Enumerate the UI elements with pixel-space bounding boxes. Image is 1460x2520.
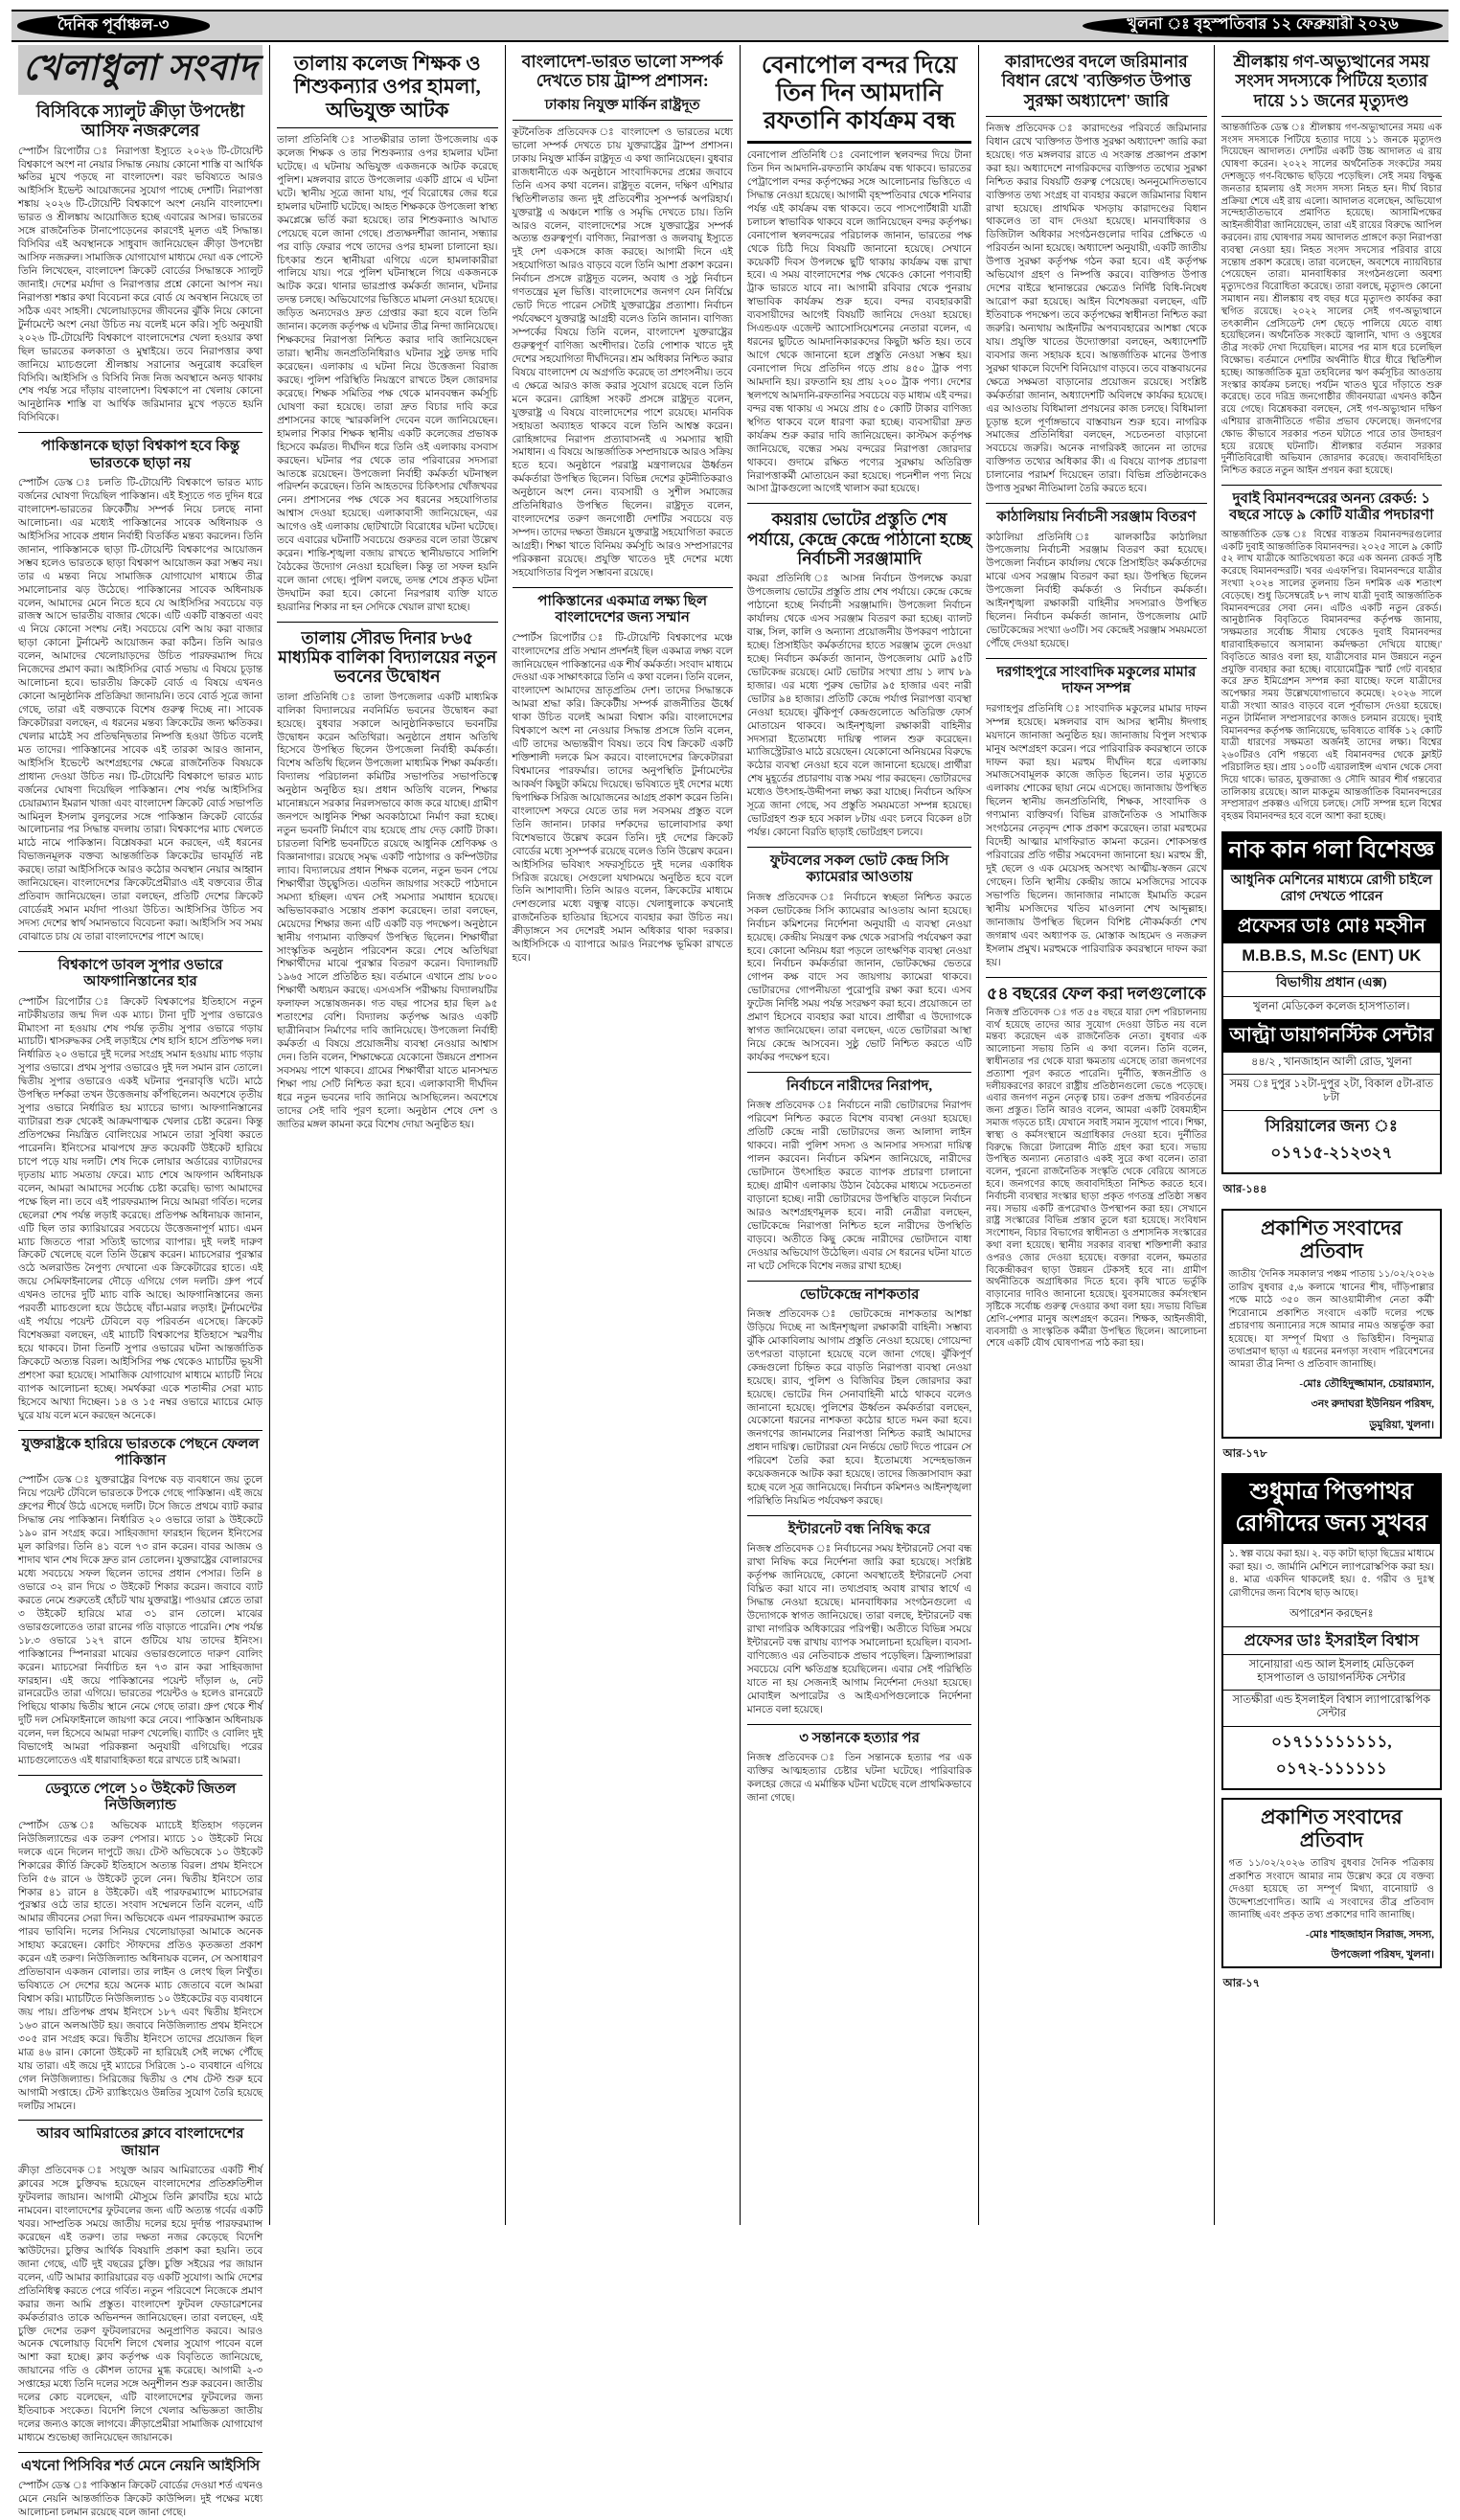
- headline-data-protection-ordinance: কারাদণ্ডের বদলে জরিমানার বিধান রেখে 'ব্যক্তিগত উপাত্ত সুরক্ষা অধ্যাদেশ' জারি: [1001, 52, 1192, 110]
- ad-gallstone-clinic-line2: সাতক্ষীরা এন্ড ইসলাইল বিশ্বাস ল্যাপারোস্কপিক সেন্টার: [1223, 1691, 1440, 1726]
- headline-icc-pcb-terms: এখনো পিসিবির শর্ত মেনে নেয়নি আইসিসি: [18, 2452, 262, 2475]
- column-5: [978, 45, 1213, 2225]
- ad-ent-address: ৪৪/২ , খানজাহান আলী রোড, খুলনা: [1223, 1053, 1440, 1076]
- headline-koyra-election-prep: কয়রায় ভোটের প্রস্তুতি শেষ পর্যায়ে, কেন্দ্রে কেন্দ্রে পাঠানো হচ্ছে নির্বাচনী সরঞ্জামাদি: [747, 503, 971, 568]
- headline-internet-shutdown-banned: ইন্টারনেট বন্ধ নিষিদ্ধ করে: [747, 1515, 971, 1538]
- headline-54-years-failed-parties: ৫৪ বছরের ফেল করা দলগুলোকে: [986, 977, 1206, 1003]
- article-body-srilanka-mp-killing-verdict: আন্তর্জাতিক ডেস্ক ঃ শ্রীলঙ্কায় গণ-অভ্যুত্থানের সময় এক সংসদ সদস্যকে পিটিয়ে হত্যার দায়ে ১১ জনকে মৃত্যুদণ্ড দিয়েছেন আদালত। দেশটির একটি উচ্চ আদালত এ রায় ঘোষণা করেন। ২০২২ সালের অর্থনৈতিক সংকটের সময় দেশজুড়ে গণ-বিক্ষোভ ছড়িয়ে পড়েছিল। সেই সময় বিক্ষুব্ধ জনতার হামলায় ওই সংসদ সদস্য নিহত হন। দীর্ঘ বিচার প্রক্রিয়া শেষে এই রায় এলো। আদালত বলেছেন, অভিযোগ সন্দেহাতীতভাবে প্রমাণিত হয়েছে। আসামিপক্ষের আইনজীবীরা জানিয়েছেন, তারা এই রায়ের বিরুদ্ধে আপিল করবেন। রায় ঘোষণার সময় আদালত প্রাঙ্গণে কড়া নিরাপত্তা ব্যবস্থা নেওয়া হয়। নিহত সংসদ সদস্যের পরিবার রায়ে সন্তোষ প্রকাশ করেছে। তারা বলেছেন, অবশেষে ন্যায়বিচার পেয়েছেন তারা। মানবাধিকার সংগঠনগুলো অবশ্য মৃত্যুদণ্ডের বিরোধিতা করেছে। তারা বলছে, মৃত্যুদণ্ড কোনো সমাধান নয়। শ্রীলঙ্কায় বহু বছর ধরে মৃত্যুদণ্ড কার্যকর করা স্থগিত রয়েছে। ২০২২ সালের সেই গণ-অভ্যুত্থানে তৎকালীন প্রেসিডেন্ট দেশ ছেড়ে পালিয়ে যেতে বাধ্য হয়েছিলেন। অর্থনৈতিক সংকটে জ্বালানি, খাদ্য ও ওষুধের তীব্র সংকট দেখা দিয়েছিল। মাসের পর মাস ধরে চলেছিল বিক্ষোভ। বর্তমানে দেশটির অর্থনীতি ধীরে ধীরে স্থিতিশীল হচ্ছে। আন্তর্জাতিক মুদ্রা তহবিলের ঋণ কর্মসূচির আওতায় সংস্কার কার্যক্রম চলছে। পর্যটন খাতও ঘুরে দাঁড়াতে শুরু করেছে। তবে দরিদ্র জনগোষ্ঠীর জীবনযাত্রা এখনও কঠিন রয়ে গেছে। বিশ্লেষকরা বলছেন, সেই গণ-অভ্যুত্থান দক্ষিণ এশিয়ার রাজনীতিতে গভীর প্রভাব ফেলেছে। জনগণের ক্ষোভ কীভাবে সরকার পতন ঘটাতে পারে তার উদাহরণ হয়ে রয়েছে ঘটনাটি। শ্রীলঙ্কার বর্তমান সরকার দুর্নীতিবিরোধী অভিযান জোরদার করেছে। জবাবদিহিতা নিশ্চিত করতে নতুন আইন প্রণয়ন করা হয়েছে।: [1220, 122, 1443, 477]
- headline-dargahpur-burial: দরগাহপুরে সাংবাদিক মকুলের মামার দাফন সম্পন্ন: [986, 658, 1206, 698]
- subheadline-us-ambassador: ঢাকায় নিযুক্ত মার্কিন রাষ্ট্রদূত: [544, 97, 700, 113]
- section-banner-sports: খেলাধুলা সংবাদ: [18, 45, 262, 95]
- ad-protest-signer-org-1: ৩নং রুদাঘরা ইউনিয়ন পরিষদ,: [1311, 1398, 1435, 1411]
- headline-benapole-port-closed: বেনাপোল বন্দর দিয়ে তিন দিন আমদানি রফতানি কার্যক্রম বন্ধ: [761, 53, 958, 134]
- ad-gallstone-title-line2: রোগীদের জন্য সুখবর: [1223, 1511, 1440, 1543]
- divider: [513, 120, 733, 121]
- ad-protest-reference-1: আর-১৭৮: [1222, 1447, 1267, 1460]
- article-body-cctv-polling-centres: নিজস্ব প্রতিবেদক ঃ নির্বাচনে স্বচ্ছতা নিশ্চিত করতে সকল ভোটকেন্দ্র সিসি ক্যামেরার আওতায় আনা হয়েছে। নির্বাচন কমিশনের নির্দেশনা অনুযায়ী এ ব্যবস্থা নেওয়া হয়েছে। কেন্দ্রীয় নিয়ন্ত্রণ কক্ষ থেকে সরাসরি পর্যবেক্ষণ করা হবে। কোনো অনিয়ম ধরা পড়লে তাৎক্ষণিক ব্যবস্থা নেওয়া হবে। নির্বাচন কর্মকর্তারা জানান, ভোটকক্ষের ভেতরে গোপন কক্ষ বাদে সব জায়গায় ক্যামেরা থাকবে। ভোটারদের গোপনীয়তা পুরোপুরি রক্ষা করা হবে। এসব ফুটেজ নির্দিষ্ট সময় পর্যন্ত সংরক্ষণ করা হবে। প্রয়োজনে তা প্রমাণ হিসেবে ব্যবহার করা যাবে। প্রার্থীরা এ উদ্যোগকে স্বাগত জানিয়েছেন। তারা বলছেন, এতে ভোটাররা আস্থা নিয়ে কেন্দ্রে আসবেন। সুষ্ঠু ভোট নিশ্চিত করতে এটি কার্যকর পদক্ষেপ হবে।: [746, 892, 972, 1064]
- article-body-bcb-salute: স্পোর্টস রিপোর্টার ঃ নিরাপত্তা ইস্যুতে ২০২৬ টি-টোয়েন্টি বিশ্বকাপে অংশ না নেয়ার সিদ্ধান্ত নেয়ায় কোনো শাস্তি বা আর্থিক ক্ষতির মুখে পড়ছে না বাংলাদেশ। বরং ভবিষ্যতে আরও আইসিসি ইভেন্ট আয়োজনের সুযোগ পাচ্ছে দেশটি। নিরাপত্তা শঙ্কায় ২০২৬ টি-টোয়েন্টি বিশ্বকাপে অংশ নেয়নি বাংলাদেশ। ভারত ও শ্রীলঙ্কায় আয়োজিত হচ্ছে এবারের আসর। ভারতের সঙ্গে রাজনৈতিক টানাপোড়েনের কারণেই মূলত এই সিদ্ধান্ত। বিসিবির এই অবস্থানকে সাধুবাদ জানিয়েছেন ক্রীড়া উপদেষ্টা আসিফ নজরুল। সামাজিক যোগাযোগ মাধ্যমে দেয়া এক পোস্টে তিনি লিখেছেন, বাংলাদেশ ক্রিকেট বোর্ডের সিদ্ধান্তকে স্যালুট জানাই। দেশের মর্যাদা ও নিরাপত্তার প্রশ্নে কোনো আপস নয়। নিরাপত্তা শঙ্কার কথা বিবেচনা করে বোর্ড যে অবস্থান নিয়েছে তা সঠিক এবং সাহসী। খেলোয়াড়দের জীবনের ঝুঁকি নিয়ে কোনো টুর্নামেন্টে অংশ নেয়া উচিত নয় বলেই মনে করি। সূচি অনুযায়ী ২০২৬ টি-টোয়েন্টি বিশ্বকাপে বাংলাদেশের খেলা হওয়ার কথা ছিল ভারতের কলকাতা ও মুম্বাইয়ে। তবে নিরাপত্তার কথা জানিয়ে ম্যাচগুলো শ্রীলঙ্কায় সরানোর অনুরোধ করেছিল বিসিবি। আইসিসি ও বিসিবি নিজ নিজ অবস্থানে অনড় থাকায় শেষ পর্যন্ত সরে দাঁড়ায় বাংলাদেশ। বিশ্বকাপে না খেলায় কোনো আনুষ্ঠানিক শাস্তি বা আর্থিক জরিমানার মুখে পড়তে হয়নি বিসিবিকে।: [18, 146, 263, 424]
- ad-protest-body-1: জাতীয় 'দৈনিক সমকাল'র পঞ্চম পাতায় ১১/০২/২০২৬ তারিখ বুধবার ৫,৬ কলামে 'ধানের শীষ, দাঁড়িপাল্লার পক্ষে মাঠে ৩৫০ জন আওয়ামীলীগ নেতা কর্মী' শিরোনামে প্রকাশিত সংবাদে একটি দলের পক্ষে প্রচারণায় অন্যান্যের সঙ্গে আমার নামও অন্তর্ভুক্ত করা হয়েছে। যা সম্পূর্ণ মিথ্যা ও ভিত্তিহীন। বিন্দুমাত্র তথ্যপ্রমাণ ছাড়া এ ধরনের মনগড়া সংবাদ পরিবেশনের আমরা তীব্র নিন্দা ও প্রতিবাদ জানাচ্ছি।: [1228, 1269, 1435, 1371]
- article-body-tala-school-building: তালা প্রতিনিধি ঃ তালা উপজেলার একটি মাধ্যমিক বালিকা বিদ্যালয়ের নবনির্মিত ভবনের উদ্বোধন করা হয়েছে। বুধবার সকালে আনুষ্ঠানিকভাবে ভবনটির উদ্বোধন করেন অতিথিরা। অনুষ্ঠানে প্রধান অতিথি হিসেবে উপস্থিত ছিলেন উপজেলা নির্বাহী কর্মকর্তা। বিশেষ অতিথি ছিলেন উপজেলা মাধ্যমিক শিক্ষা কর্মকর্তা। বিদ্যালয় পরিচালনা কমিটির সভাপতির সভাপতিত্বে অনুষ্ঠান অনুষ্ঠিত হয়। প্রধান অতিথি বলেন, শিক্ষার মানোন্নয়নে সরকার নিরলসভাবে কাজ করে যাচ্ছে। গ্রামীণ জনপদে আধুনিক শিক্ষা অবকাঠামো নির্মাণ করা হচ্ছে। নতুন ভবনটি নির্মাণে ব্যয় হয়েছে প্রায় দেড় কোটি টাকা। চারতলা বিশিষ্ট ভবনটিতে রয়েছে আধুনিক শ্রেণিকক্ষ ও বিজ্ঞানাগার। রয়েছে সমৃদ্ধ একটি পাঠাগার ও কম্পিউটার ল্যাব। বিদ্যালয়ের প্রধান শিক্ষক বলেন, নতুন ভবন পেয়ে শিক্ষার্থীরা উচ্ছ্বসিত। এতদিন জায়গার সংকটে পাঠদানে সমস্যা হচ্ছিল। এখন সেই সমস্যার সমাধান হয়েছে। অভিভাবকরাও সন্তোষ প্রকাশ করেছেন। তারা বলছেন, মেয়েদের শিক্ষার জন্য এটি একটি বড় পদক্ষেপ। অনুষ্ঠানে স্থানীয় গণ্যমান্য ব্যক্তিবর্গ উপস্থিত ছিলেন। শিক্ষার্থীরা সাংস্কৃতিক অনুষ্ঠান পরিবেশন করে। শেষে অতিথিরা শিক্ষার্থীদের মাঝে পুরস্কার বিতরণ করেন। বিদ্যালয়টি ১৯৬৫ সালে প্রতিষ্ঠিত হয়। বর্তমানে এখানে প্রায় ৮০০ শিক্ষার্থী অধ্যয়ন করছে। এসএসসি পরীক্ষায় বিদ্যালয়টির ফলাফল সন্তোষজনক। গত বছর পাসের হার ছিল ৯৫ শতাংশের বেশি। বিদ্যালয় কর্তৃপক্ষ আরও একটি ছাত্রীনিবাস নির্মাণের দাবি জানিয়েছে। উপজেলা নির্বাহী কর্মকর্তা এ বিষয়ে প্রয়োজনীয় ব্যবস্থা নেওয়ার আশ্বাস দেন। তিনি বলেন, শিক্ষাক্ষেত্রে যেকোনো উন্নয়নে প্রশাসন সবসময় পাশে থাকবে। গ্রামের শিক্ষার্থীরা যাতে মানসম্মত শিক্ষা পায় সেটি নিশ্চিত করা হবে। এলাকাবাসী দীর্ঘদিন ধরে নতুন ভবনের দাবি জানিয়ে আসছিলেন। অবশেষে তাদের সেই দাবি পূরণ হলো। অনুষ্ঠান শেষে দেশ ও জাতির মঙ্গল কামনা করে বিশেষ দোয়া অনুষ্ঠিত হয়।: [277, 692, 498, 1130]
- article-body-data-protection-ordinance: নিজস্ব প্রতিবেদক ঃ কারাদণ্ডের পরিবর্তে জরিমানার বিধান রেখে 'ব্যক্তিগত উপাত্ত সুরক্ষা অধ্যাদেশ' জারি করা হয়েছে। গত মঙ্গলবার রাতে এ সংক্রান্ত প্রজ্ঞাপন প্রকাশ করা হয়। অধ্যাদেশে নাগরিকদের ব্যক্তিগত তথ্যের সুরক্ষা নিশ্চিত করার বিষয়টি গুরুত্ব পেয়েছে। অননুমোদিতভাবে ব্যক্তিগত তথ্য সংগ্রহ বা ব্যবহার করলে জরিমানার বিধান রাখা হয়েছে। প্রাথমিক খসড়ায় কারাদণ্ডের বিধান থাকলেও তা বাদ দেওয়া হয়েছে। মানবাধিকার ও ডিজিটাল অধিকার সংগঠনগুলোর দাবির প্রেক্ষিতে এ পরিবর্তন আনা হয়েছে। অধ্যাদেশ অনুযায়ী, একটি জাতীয় উপাত্ত সুরক্ষা কর্তৃপক্ষ গঠন করা হবে। এই কর্তৃপক্ষ অভিযোগ গ্রহণ ও নিষ্পত্তি করবে। ব্যক্তিগত উপাত্ত দেশের বাইরে স্থানান্তরের ক্ষেত্রেও নির্দিষ্ট বিধি-নিষেধ আরোপ করা হয়েছে। আইন বিশেষজ্ঞরা বলছেন, এটি ইতিবাচক পদক্ষেপ। তবে কর্তৃপক্ষের স্বাধীনতা নিশ্চিত করা জরুরি। অন্যথায় আইনটির অপব্যবহারের আশঙ্কা থেকে যায়। প্রযুক্তি খাতের উদ্যোক্তারা বলছেন, অধ্যাদেশটি ব্যবসার জন্য সহায়ক হবে। আন্তর্জাতিক মানের উপাত্ত সুরক্ষা থাকলে বিদেশি বিনিয়োগ বাড়বে। তবে বাস্তবায়নের ক্ষেত্রে সক্ষমতা বাড়ানোর প্রয়োজন রয়েছে। সংশ্লিষ্ট কর্মকর্তারা জানান, অধ্যাদেশটি অবিলম্বে কার্যকর হয়েছে। এর আওতায় বিধিমালা প্রণয়নের কাজ চলছে। বিধিমালা চূড়ান্ত হলে পূর্ণাঙ্গভাবে বাস্তবায়ন শুরু হবে। নাগরিক সমাজের প্রতিনিধিরা বলছেন, সচেতনতা বাড়ানো সবচেয়ে জরুরি। অনেক নাগরিকই জানেন না তাদের ব্যক্তিগত তথ্যের অধিকার কী। এ বিষয়ে ব্যাপক প্রচারণা চালানোর পরামর্শ দিয়েছেন তারা। বিভিন্ন প্রতিষ্ঠানকেও উপাত্ত সুরক্ষা নীতিমালা তৈরি করতে হবে।: [986, 123, 1207, 495]
- ad-ent-doctor-name: প্রফেসর ডাঃ মোঃ মহসীন: [1223, 911, 1440, 943]
- column-4: [740, 45, 978, 2225]
- ad-ent-title: নাক কান গলা বিশেষজ্ঞ: [1223, 833, 1440, 870]
- ad-ent-hours: সময় ঃ দুপুর ১২টা-দুপুর ২টা, বিকাল ৫টা-রাত ৮টা: [1223, 1075, 1440, 1110]
- article-body-zayan-uae-club: ক্রীড়া প্রতিবেদক ঃ সংযুক্ত আরব আমিরাতের একটি শীর্ষ ক্লাবের সঙ্গে চুক্তিবদ্ধ হয়েছেন বাংলাদেশের প্রতিশ্রুতিশীল ফুটবলার জায়ান। আগামী মৌসুমে তিনি ক্লাবটির হয়ে মাঠে নামবেন। বাংলাদেশের ফুটবলের জন্য এটি অত্যন্ত গর্বের একটি খবর। সাম্প্রতিক সময়ে জাতীয় দলের হয়ে দুর্দান্ত পারফরম্যান্স করেছেন এই তরুণ। তার দক্ষতা নজর কেড়েছে বিদেশি স্কাউটদের। চুক্তির আর্থিক বিষয়াদি প্রকাশ করা হয়নি। তবে জানা গেছে, এটি দুই বছরের চুক্তি। চুক্তি সইয়ের পর জায়ান বলেন, এটি আমার ক্যারিয়ারের বড় একটি সুযোগ। আমি দেশের প্রতিনিধিত্ব করতে পেরে গর্বিত। নতুন পরিবেশে নিজেকে প্রমাণ করার জন্য আমি প্রস্তুত। বাংলাদেশ ফুটবল ফেডারেশনের কর্মকর্তারাও তাকে অভিনন্দন জানিয়েছেন। তারা বলছেন, এই চুক্তি দেশের তরুণ ফুটবলারদের অনুপ্রাণিত করবে। আরও অনেক খেলোয়াড় বিদেশি লিগে খেলার সুযোগ পাবেন বলে আশা করা হচ্ছে। ক্লাব কর্তৃপক্ষ এক বিবৃতিতে জানিয়েছে, জায়ানের গতি ও কৌশল তাদের মুগ্ধ করেছে। আগামী ২-৩ সপ্তাহের মধ্যে তিনি দলের সঙ্গে অনুশীলন শুরু করবেন। জাতীয় দলের কোচ বলেছেন, এটি বাংলাদেশের ফুটবলের জন্য ইতিবাচক সংকেত। বিদেশি লিগে খেলার অভিজ্ঞতা জাতীয় দলের জন্যও কাজে লাগবে। ক্রীড়াপ্রেমীরা সামাজিক যোগাযোগ মাধ্যমে শুভেচ্ছা জানিয়েছেন জায়ানকে।: [18, 2166, 263, 2443]
- headline-pakistan-beat-usa: যুক্তরাষ্ট্রকে হারিয়ে ভারতকে পেছনে ফেলল পাকিস্তান: [18, 1430, 262, 1470]
- ad-gallstone-phone[interactable]: ০১৭১১১১১১১১, ০১৭২-১১১১১১: [1271, 1732, 1392, 1778]
- divider: [986, 116, 1206, 117]
- ad-protest-body-2: গত ১১/০২/২০২৬ তারিখ বুধবার দৈনিক পত্রিকায় প্রকাশিত সংবাদে আমার নাম উল্লেখ করে যে বক্তব্য দেওয়া হয়েছে তা সম্পূর্ণ মিথ্যা, বানোয়াট ও উদ্দেশ্যপ্রণোদিত। আমি এ সংবাদের তীব্র প্রতিবাদ জানাচ্ছি এবং প্রকৃত তথ্য প্রকাশের দাবি জানাচ্ছি।: [1228, 1858, 1435, 1921]
- divider: [1221, 116, 1442, 117]
- ad-protest-signer-place-1: ডুমুরিয়া, খুলনা।: [1369, 1419, 1435, 1431]
- ad-ent-diagnostic-center: আল্ট্রা ডায়াগনস্টিক সেন্টার: [1223, 1020, 1440, 1053]
- article-body-pakistan-respect-bd: স্পোর্টস রিপোর্টার ঃ টি-টোয়েন্টি বিশ্বকাপের মঞ্চে বাংলাদেশের প্রতি সম্মান প্রদর্শনই ছিল একমাত্র লক্ষ্য বলে জানিয়েছেন পাকিস্তানের এক শীর্ষ কর্মকর্তা। সংবাদ মাধ্যমে দেওয়া এক সাক্ষাৎকারে তিনি এ কথা বলেন। তিনি বলেন, বাংলাদেশ আমাদের ভ্রাতৃপ্রতিম দেশ। তাদের সিদ্ধান্তকে আমরা শ্রদ্ধা করি। ক্রিকেটীয় সম্পর্ক রাজনীতির ঊর্ধ্বে থাকা উচিত বলেই আমরা বিশ্বাস করি। বাংলাদেশের বিশ্বকাপে অংশ না নেওয়ার সিদ্ধান্ত প্রসঙ্গে তিনি বলেন, এটি তাদের অভ্যন্তরীণ বিষয়। তবে বিশ্ব ক্রিকেট একটি শক্তিশালী দলকে মিস করবে। বাংলাদেশের ক্রিকেটাররা বিশ্বমানের পারফর্মার। তাদের অনুপস্থিতি টুর্নামেন্টের আকর্ষণ কিছুটা কমিয়ে দিয়েছে। ভবিষ্যতে দুই দেশের মধ্যে দ্বিপাক্ষিক সিরিজ আয়োজনের আগ্রহ প্রকাশ করেন তিনি। বাংলাদেশ সফরে যেতে তার দল সবসময় প্রস্তুত বলে তিনি জানান। ঢাকার দর্শকদের ভালোবাসার কথা বিশেষভাবে উল্লেখ করেন তিনি। দুই দেশের ক্রিকেট বোর্ডের মধ্যে সুসম্পর্ক রয়েছে বলেও তিনি উল্লেখ করেন। আইসিসির ভবিষ্যৎ সফরসূচিতে দুই দলের একাধিক সিরিজ রয়েছে। সেগুলো যথাসময়ে অনুষ্ঠিত হবে বলে তিনি আশাবাদী। তিনি আরও বলেন, ক্রিকেটের মাধ্যমে দেশগুলোর মধ্যে বন্ধুত্ব বাড়ে। খেলাধুলাকে কখনোই রাজনৈতিক হাতিয়ার হিসেবে ব্যবহার করা উচিত নয়। ক্রীড়াঙ্গনে সব দেশেরই সমান অধিকার থাকা দরকার। আইসিসিকে এ ব্যাপারে আরও নিরপেক্ষ ভূমিকা রাখতে হবে।: [512, 632, 733, 965]
- headline-kathalia-election-materials: কাঠালিয়ায় নির্বাচনী সরঞ্জাম বিতরণ: [986, 503, 1206, 526]
- page-grid: [11, 45, 1449, 2519]
- headline-afghanistan-superover: বিশ্বকাপে ডাবল সুপার ওভারে আফগানিস্তানের হার: [18, 951, 262, 991]
- ad-gallstone-title-line1: শুধুমাত্র পিত্তপাথর: [1223, 1475, 1440, 1511]
- ad-ent-tagline: আধুনিক মেশিনের মাধ্যমে রোগী চাইলে রোগ দেখতে পারেন: [1223, 870, 1440, 911]
- article-body-bd-india-trump: কূটনৈতিক প্রতিবেদক ঃ বাংলাদেশ ও ভারতের মধ্যে ভালো সম্পর্ক দেখতে চায় যুক্তরাষ্ট্রের ট্রাম্প প্রশাসন। ঢাকায় নিযুক্ত মার্কিন রাষ্ট্রদূত এ কথা জানিয়েছেন। বুধবার রাজধানীতে এক অনুষ্ঠানে সাংবাদিকদের প্রশ্নের জবাবে তিনি এসব কথা বলেন। রাষ্ট্রদূত বলেন, দক্ষিণ এশিয়ার স্থিতিশীলতার জন্য দুই প্রতিবেশীর সুসম্পর্ক অপরিহার্য। যুক্তরাষ্ট্র এ অঞ্চলে শান্তি ও সমৃদ্ধি দেখতে চায়। তিনি আরও বলেন, বাংলাদেশের সঙ্গে যুক্তরাষ্ট্রের সম্পর্ক অত্যন্ত গুরুত্বপূর্ণ। বাণিজ্য, নিরাপত্তা ও জলবায়ু ইস্যুতে দুই দেশ একসঙ্গে কাজ করছে। আগামী দিনে এই সহযোগিতা আরও বাড়বে বলে তিনি আশা প্রকাশ করেন। নির্বাচন প্রসঙ্গে রাষ্ট্রদূত বলেন, অবাধ ও সুষ্ঠু নির্বাচন গণতন্ত্রের মূল ভিত্তি। বাংলাদেশের জনগণ যেন নির্বিঘ্নে ভোট দিতে পারেন সেটাই যুক্তরাষ্ট্রের প্রত্যাশা। নির্বাচন পর্যবেক্ষণে যুক্তরাষ্ট্র আগ্রহী বলেও তিনি জানান। বাণিজ্য সম্পর্কের বিষয়ে তিনি বলেন, বাংলাদেশ যুক্তরাষ্ট্রের গুরুত্বপূর্ণ বাণিজ্য অংশীদার। তৈরি পোশাক খাতে দুই দেশের সহযোগিতা দীর্ঘদিনের। শ্রম অধিকার নিশ্চিত করার বিষয়ে বাংলাদেশ যে অগ্রগতি করেছে তা প্রশংসনীয়। তবে এ ক্ষেত্রে আরও কাজ করার সুযোগ রয়েছে বলে তিনি মনে করেন। রোহিঙ্গা সংকট প্রসঙ্গে রাষ্ট্রদূত বলেন, যুক্তরাষ্ট্র এ বিষয়ে বাংলাদেশের পাশে রয়েছে। মানবিক সহায়তা অব্যাহত থাকবে বলে তিনি আশ্বস্ত করেন। রোহিঙ্গাদের নিরাপদ প্রত্যাবাসনই এ সমস্যার স্থায়ী সমাধান। এ বিষয়ে আন্তর্জাতিক সম্প্রদায়কে আরও সক্রিয় হতে হবে। অনুষ্ঠানে পররাষ্ট্র মন্ত্রণালয়ের ঊর্ধ্বতন কর্মকর্তারা উপস্থিত ছিলেন। বিভিন্ন দেশের কূটনীতিকরাও অনুষ্ঠানে অংশ নেন। ব্যবসায়ী ও সুশীল সমাজের প্রতিনিধিরাও উপস্থিত ছিলেন। রাষ্ট্রদূত বলেন, বাংলাদেশের তরুণ জনগোষ্ঠী দেশটির সবচেয়ে বড় সম্পদ। তাদের দক্ষতা উন্নয়নে যুক্তরাষ্ট্র সহযোগিতা করতে আগ্রহী। শিক্ষা খাতে বিনিময় কর্মসূচি আরও সম্প্রসারণের পরিকল্পনা রয়েছে। প্রযুক্তি খাতেও দুই দেশের মধ্যে সহযোগিতার বিপুল সম্ভাবনা রয়েছে।: [512, 126, 733, 579]
- headline-three-children-killed: ৩ সন্তানকে হত্যার পর: [747, 1724, 971, 1747]
- ad-ent-reference-code: আর-১৪৪: [1222, 1183, 1267, 1195]
- article-body-koyra-election-prep: কয়রা প্রতিনিধি ঃ আসন্ন নির্বাচন উপলক্ষে কয়রা উপজেলায় ভোটের প্রস্তুতি প্রায় শেষ পর্যায়ে। কেন্দ্রে কেন্দ্রে পাঠানো হচ্ছে নির্বাচনী সরঞ্জামাদি। উপজেলা নির্বাচন কার্যালয় থেকে এসব সরঞ্জাম বিতরণ করা হচ্ছে। ব্যালট বাক্স, সিল, কালি ও অন্যান্য প্রয়োজনীয় উপকরণ পাঠানো হচ্ছে। প্রিসাইডিং কর্মকর্তাদের হাতে সরঞ্জাম তুলে দেওয়া হচ্ছে। নির্বাচন কর্মকর্তা জানান, উপজেলায় মোট ৯৫টি ভোটকেন্দ্র রয়েছে। মোট ভোটার সংখ্যা প্রায় ১ লাখ ৮৯ হাজার। এর মধ্যে পুরুষ ভোটার ৯৫ হাজার এবং নারী ভোটার ৯৪ হাজার। প্রতিটি কেন্দ্রে পর্যাপ্ত নিরাপত্তা ব্যবস্থা নেওয়া হয়েছে। ঝুঁকিপূর্ণ কেন্দ্রগুলোতে অতিরিক্ত ফোর্স মোতায়েন থাকবে। আইনশৃঙ্খলা রক্ষাকারী বাহিনীর সদস্যরা ইতোমধ্যে দায়িত্ব পালন শুরু করেছেন। ম্যাজিস্ট্রেটরাও মাঠে রয়েছেন। যেকোনো অনিয়মের বিরুদ্ধে কঠোর ব্যবস্থা নেওয়া হবে বলে জানানো হয়েছে। প্রার্থীরা শেষ মুহূর্তের প্রচারণায় ব্যস্ত সময় পার করছেন। ভোটারদের মধ্যেও উৎসাহ-উদ্দীপনা লক্ষ্য করা যাচ্ছে। নির্বাচন অফিস সূত্রে জানা গেছে, সব প্রস্তুতি সময়মতো সম্পন্ন হয়েছে। ভোটগ্রহণ শুরু হবে সকাল ৮টায় এবং চলবে বিকেল ৪টা পর্যন্ত। কোনো বিরতি ছাড়াই ভোটগ্রহণ চলবে।: [746, 574, 972, 839]
- ad-gallstone-clinic[interactable]: [1221, 1473, 1442, 1790]
- ad-gallstone-benefits: ১. স্বল্প ব্যয়ে করা হয়। ২. বড় কাটা ছাড়া ছিদ্রের মাধ্যমে করা হয়। ৩. জার্মানি মেশিনে ল্যাপরোস্কপিক করা হয়। ৪. মাত্র একদিন থাকলেই হয়। ৫. গরীব ও দুঃস্থ রোগীদের জন্য বিশেষ ছাড় আছে।: [1228, 1548, 1435, 1600]
- ad-protest-notice-2: [1221, 1798, 1442, 1969]
- headline-dubai-airport-record: দুবাই বিমানবন্দরের অনন্য রেকর্ড: ১ বছরে সাড়ে ৯ কোটি যাত্রীর পদচারণা: [1221, 485, 1442, 525]
- article-body-afghanistan-superover: স্পোর্টস রিপোর্টার ঃ ক্রিকেট বিশ্বকাপের ইতিহাসে নতুন নাটকীয়তার জন্ম দিল এক ম্যাচ। টানা দুটি সুপার ওভারেও মীমাংসা না হওয়ায় শেষ পর্যন্ত তৃতীয় সুপার ওভারে গড়ায় ম্যাচটি। শ্বাসরুদ্ধকর সেই লড়াইয়ে শেষ হাসি হাসে প্রতিপক্ষ দল। নির্ধারিত ২০ ওভারে দুই দলের সংগ্রহ সমান হওয়ায় ম্যাচ গড়ায় সুপার ওভারে। প্রথম সুপার ওভারেও দুই দল সমান রান তোলে। দ্বিতীয় সুপার ওভারেও একই ঘটনার পুনরাবৃত্তি ঘটে। মাঠে উপস্থিত দর্শকরা তখন উত্তেজনায় কাঁপছিলেন। অবশেষে তৃতীয় সুপার ওভারে নির্ধারিত হয় ম্যাচের ভাগ্য। আফগানিস্তানের ব্যাটাররা শুরু থেকেই আক্রমণাত্মক খেলার চেষ্টা করেন। কিন্তু প্রতিপক্ষের নিয়ন্ত্রিত বোলিংয়ের সামনে তারা সুবিধা করতে পারেননি। ইনিংসের মাঝপথে দ্রুত কয়েকটি উইকেট হারিয়ে চাপে পড়ে যায় দলটি। শেষ দিকে লোয়ার অর্ডারের ব্যাটারদের দৃঢ়তায় ম্যাচ সমতায় ফেরে। ম্যাচ শেষে আফগান অধিনায়ক বলেন, আমরা আমাদের সর্বোচ্চ চেষ্টা করেছি। ভাগ্য আমাদের পক্ষে ছিল না। তবে এই পারফরম্যান্স নিয়ে আমরা গর্বিত। দলের ছেলেরা শেষ পর্যন্ত লড়াই করেছে। প্রতিপক্ষ অধিনায়ক জানান, এটি ছিল তার ক্যারিয়ারের সবচেয়ে উত্তেজনাপূর্ণ ম্যাচ। এমন ম্যাচ জিততে পারা সত্যিই ভাগ্যের ব্যাপার। দুই দলই দারুণ ক্রিকেট খেলেছে বলে তিনি উল্লেখ করেন। ম্যাচসেরার পুরস্কার ওঠে অলরাউন্ড নৈপুণ্য দেখানো এক ক্রিকেটারের হাতে। এই জয়ে সেমিফাইনালের দৌড়ে এগিয়ে গেল দলটি। গ্রুপ পর্বে এখনও তাদের দুটি ম্যাচ বাকি আছে। আফগানিস্তানের জন্য পরবর্তী ম্যাচগুলো হয়ে উঠেছে বাঁচা-মরার লড়াই। টুর্নামেন্টের এই পর্যায়ে পয়েন্ট টেবিলে বড় পরিবর্তন এসেছে। ক্রিকেট বিশেষজ্ঞরা বলছেন, এই ম্যাচটি বিশ্বকাপের ইতিহাসে স্মরণীয় হয়ে থাকবে। টানা তিনটি সুপার ওভারের ঘটনা আন্তর্জাতিক ক্রিকেটে অত্যন্ত বিরল। আইসিসির পক্ষ থেকেও ম্যাচটির ভূয়সী প্রশংসা করা হয়েছে। সামাজিক যোগাযোগ মাধ্যমে ম্যাচটি নিয়ে ব্যাপক আলোচনা হচ্ছে। সমর্থকরা একে শতাব্দীর সেরা ম্যাচ হিসেবে আখ্যা দিচ্ছেন। ১৪ ও ১৫ নম্বর ওভারে ম্যাচের মোড় ঘুরে যায় বলে মনে করছেন অনেকে।: [18, 996, 263, 1421]
- ad-ent-hospital: খুলনা মেডিকেল কলেজ হাসপাতাল।: [1223, 997, 1440, 1020]
- article-body-benapole-port-closed: বেনাপোল প্রতিনিধি ঃ বেনাপোল স্থলবন্দর দিয়ে টানা তিন দিন আমদানি-রফতানি কার্যক্রম বন্ধ থাকবে। ভারতের পেট্রাপোল বন্দর কর্তৃপক্ষের সঙ্গে আলোচনার ভিত্তিতে এ সিদ্ধান্ত নেওয়া হয়েছে। আগামী বৃহস্পতিবার থেকে শনিবার পর্যন্ত এই কার্যক্রম বন্ধ থাকবে। তবে পাসপোর্টধারী যাত্রী চলাচল স্বাভাবিক থাকবে বলে জানিয়েছেন বন্দর কর্তৃপক্ষ। বেনাপোল স্থলবন্দরের পরিচালক জানান, ভারতের পক্ষ থেকে চিঠি দিয়ে বিষয়টি জানানো হয়েছে। সেখানে কয়েকটি দিবস উপলক্ষে ছুটি থাকায় কার্যক্রম বন্ধ রাখা হবে। এ সময় বাংলাদেশের পক্ষ থেকেও কোনো পণ্যবাহী ট্রাক ভারতে যাবে না। আগামী রবিবার থেকে পুনরায় স্বাভাবিক কার্যক্রম শুরু হবে। বন্দর ব্যবহারকারী ব্যবসায়ীদের আগেই বিষয়টি জানিয়ে দেওয়া হয়েছে। সিএন্ডএফ এজেন্ট অ্যাসোসিয়েশনের নেতারা বলেন, এ ধরনের ছুটিতে আমদানিকারকদের কিছুটা ক্ষতি হয়। তবে আগে থেকে জানানো হলে প্রস্তুতি নেওয়া সম্ভব হয়। বেনাপোল দিয়ে প্রতিদিন গড়ে প্রায় ৪৫০ ট্রাক পণ্য আমদানি হয়। রফতানি হয় প্রায় ২০০ ট্রাক পণ্য। দেশের স্থলপথে আমদানি-রফতানির সবচেয়ে বড় মাধ্যম এই বন্দর। বন্দর বন্ধ থাকায় এ সময়ে প্রায় ৫০ কোটি টাকার বাণিজ্য স্থগিত থাকবে বলে ধারণা করা হচ্ছে। ব্যবসায়ীরা দ্রুত কার্যক্রম শুরু করার দাবি জানিয়েছেন। কাস্টমস কর্তৃপক্ষ জানিয়েছে, বন্ধের সময় বন্দরের নিরাপত্তা জোরদার থাকবে। গুদামে রক্ষিত পণ্যের সুরক্ষায় অতিরিক্ত নিরাপত্তাকর্মী মোতায়েন করা হয়েছে। পচনশীল পণ্য নিয়ে আসা ট্রাকগুলো আগেই খালাস করা হয়েছে।: [746, 150, 972, 495]
- article-body-three-children-killed: নিজস্ব প্রতিবেদক ঃ তিন সন্তানকে হত্যার পর এক ব্যক্তির আত্মহত্যার চেষ্টার ঘটনা ঘটেছে। পারিবারিক কলহের জেরে এ মর্মান্তিক ঘটনা ঘটেছে বলে প্রাথমিকভাবে জানা গেছে।: [746, 1752, 972, 1804]
- ad-gallstone-clinic-line1: সানোয়ারা এন্ড আল ইসলাহ মেডিকেল হাসপাতাল ও ডায়াগনস্টিক সেন্টার: [1223, 1655, 1440, 1691]
- ad-protest-title-2: প্রকাশিত সংবাদের প্রতিবাদ: [1261, 1805, 1403, 1851]
- headline-tala-teacher-attack: তালায় কলেজ শিক্ষক ও শিশুকন্যার ওপর হামলা, অভিযুক্ত আটক: [293, 52, 481, 122]
- article-body-dubai-airport-record: আন্তর্জাতিক ডেস্ক ঃ বিশ্বের ব্যস্ততম বিমানবন্দরগুলোর একটি দুবাই আন্তর্জাতিক বিমানবন্দর। ২০২৫ সালে ৯ কোটি ৫২ লাখ যাত্রীকে আতিথেয়তা করে এক অনন্য রেকর্ড সৃষ্টি করেছে বিমানবন্দরটি। খবর এএফপি'র। বিমানবন্দরে যাত্রীর সংখ্যা ২০২৪ সালের তুলনায় তিন দশমিক এক শতাংশ বেড়েছে। শুধু ডিসেম্বরেই ৮৭ লাখ যাত্রী দুবাই আন্তর্জাতিক বিমানবন্দরের সেবা নেন। এটিও একটি নতুন রেকর্ড। আনুষ্ঠানিক বিবৃতিতে বিমানবন্দর কর্তৃপক্ষ জানায়, 'সক্ষমতার সর্বোচ্চ সীমায় থেকেও দুবাই বিমানবন্দর ধারাবাহিকভাবে অসামান্য কর্মদক্ষতা দেখিয়ে যাচ্ছে।' বিবৃতিতে আরও বলা হয়, যাত্রীসেবার মান উন্নয়নে নতুন প্রযুক্তি ব্যবহার করা হচ্ছে। বায়োমেট্রিক স্মার্ট গেট ব্যবহার করে দ্রুত ইমিগ্রেশন সম্পন্ন করা যাচ্ছে। ফলে যাত্রীদের অপেক্ষার সময় উল্লেখযোগ্যভাবে কমেছে। ২০২৬ সালে যাত্রী সংখ্যা আরও বাড়বে বলে পূর্বাভাস দেওয়া হয়েছে। নতুন টার্মিনাল সম্প্রসারণের কাজও চলমান রয়েছে। দুবাই বিমানবন্দর কর্তৃপক্ষ জানিয়েছে, ভবিষ্যতে বার্ষিক ১২ কোটি যাত্রী ধারণের সক্ষমতা অর্জনই তাদের লক্ষ্য। বিশ্বের ২৬০টিরও বেশি গন্তব্যে এই বিমানবন্দর থেকে ফ্লাইট পরিচালিত হয়। প্রায় ১০০টি এয়ারলাইন্স এখান থেকে সেবা দিয়ে থাকে। ভারত, যুক্তরাজ্য ও সৌদি আরব শীর্ষ গন্তব্যের তালিকায় রয়েছে। আল মাকতুম আন্তর্জাতিক বিমানবন্দরের সম্প্রসারণ প্রকল্পও এগিয়ে চলছে। সেটি সম্পন্ন হলে বিশ্বের বৃহত্তম বিমানবন্দর হবে বলে আশা করা হচ্ছে।: [1220, 529, 1443, 823]
- ad-protest-signer-org-2: উপজেলা পরিষদ, খুলনা।: [1331, 1948, 1435, 1961]
- ad-protest-signer-2: -মোঃ শাহজাহান সিরাজ, সদস্য,: [1305, 1928, 1435, 1941]
- ad-protest-notice-1: [1221, 1209, 1442, 1439]
- column-6: [1214, 45, 1449, 2225]
- article-body-icc-pcb-terms: স্পোর্টস ডেস্ক ঃ পাকিস্তান ক্রিকেট বোর্ডের দেওয়া শর্ত এখনও মেনে নেয়নি আন্তর্জাতিক ক্রিকেট কাউন্সিল। দুই পক্ষের মধ্যে আলোচনা চলমান রয়েছে বলে জানা গেছে।: [18, 2481, 263, 2519]
- masthead-date-label: খুলনা ঃ বৃহস্পতিবার ১২ ফেব্রুয়ারী ২০২৬: [1083, 14, 1443, 38]
- masthead-left-label: দৈনিক পূর্বাঞ্চল-৩: [17, 13, 210, 37]
- article-body-women-safety-election: নিজস্ব প্রতিবেদক ঃ নির্বাচনে নারী ভোটারদের নিরাপদ পরিবেশ নিশ্চিত করতে বিশেষ ব্যবস্থা নেওয়া হয়েছে। প্রতিটি কেন্দ্রে নারী ভোটারদের জন্য আলাদা লাইন থাকবে। নারী পুলিশ সদস্য ও আনসার সদস্যরা দায়িত্ব পালন করবেন। নির্বাচন কমিশন জানিয়েছে, নারীদের ভোটদানে উৎসাহিত করতে ব্যাপক প্রচারণা চালানো হচ্ছে। গ্রামীণ এলাকায় উঠান বৈঠকের মাধ্যমে সচেতনতা বাড়ানো হচ্ছে। নারী ভোটারদের উপস্থিতি বাড়লে নির্বাচন আরও অংশগ্রহণমূলক হবে। নারী নেত্রীরা বলছেন, ভোটকেন্দ্রে নিরাপত্তা নিশ্চিত হলে নারীদের উপস্থিতি বাড়বে। অতীতে কিছু কেন্দ্রে নারীদের ভোটদানে বাধা দেওয়ার অভিযোগ উঠেছিল। এবার সে ধরনের ঘটনা যাতে না ঘটে সেদিকে বিশেষ নজর রাখা হচ্ছে।: [746, 1101, 972, 1272]
- article-body-newzealand-debut: স্পোর্টস ডেস্ক ঃ অভিষেক ম্যাচেই ইতিহাস গড়লেন নিউজিল্যান্ডের এক তরুণ পেসার। ম্যাচে ১০ উইকেট নিয়ে দলকে এনে দিলেন দাপুটে জয়। টেস্ট অভিষেকে ১০ উইকেট শিকারের কীর্তি ক্রিকেট ইতিহাসে অত্যন্ত বিরল। প্রথম ইনিংসে তিনি ৫৬ রানে ৬ উইকেট তুলে নেন। দ্বিতীয় ইনিংসে তার শিকার ৪১ রানে ৪ উইকেট। এই পারফরম্যান্সে ম্যাচসেরার পুরস্কার ওঠে তার হাতে। সংবাদ সম্মেলনে তিনি বলেন, এটি আমার জীবনের সেরা দিন। অভিষেকে এমন পারফরম্যান্স করতে পারব ভাবিনি। দলের সিনিয়র খেলোয়াড়রা আমাকে অনেক সাহায্য করেছেন। কোচিং স্টাফদের প্রতিও কৃতজ্ঞতা প্রকাশ করেন এই তরুণ। নিউজিল্যান্ড অধিনায়ক বলেন, সে অসাধারণ প্রতিভাবান একজন বোলার। তার লাইন ও লেংথ ছিল নিখুঁত। ভবিষ্যতে সে দেশের হয়ে অনেক ম্যাচ জেতাবে বলে আমরা বিশ্বাস করি। ম্যাচটিতে নিউজিল্যান্ড ১০ উইকেটের বড় ব্যবধানে জয় পায়। প্রতিপক্ষ প্রথম ইনিংসে ১৮৭ এবং দ্বিতীয় ইনিংসে ১৬৩ রানে অলআউট হয়। জবাবে নিউজিল্যান্ড প্রথম ইনিংসে ৩০৫ রান সংগ্রহ করে। দ্বিতীয় ইনিংসে তাদের প্রয়োজন ছিল মাত্র ৪৬ রান। কোনো উইকেট না হারিয়েই সেই লক্ষ্যে পৌঁছে যায় তারা। এই জয়ে দুই ম্যাচের সিরিজে ১-০ ব্যবধানে এগিয়ে গেল নিউজিল্যান্ড। সিরিজের দ্বিতীয় ও শেষ টেস্ট শুরু হবে আগামী সপ্তাহে। টেস্ট র‍্যাঙ্কিংয়েও উন্নতির সুযোগ তৈরি হয়েছে দলটির সামনে।: [18, 1820, 263, 2112]
- headline-newzealand-debut: ডেব্যুতে পেলে ১০ উইকেট জিতল নিউজিল্যান্ড: [18, 1775, 262, 1815]
- ad-gallstone-operation-label: অপারেশন করছেনঃ: [1223, 1604, 1440, 1627]
- ad-protest-signer-1: -মোঃ তৌহিদুজ্জামান, চেয়ারম্যান,: [1299, 1377, 1435, 1390]
- headline-bcb-salute: বিসিবিকে স্যালুট ক্রীড়া উপদেষ্টা আসিফ নজরুলের: [35, 102, 245, 141]
- ad-ent-specialist[interactable]: [1221, 831, 1442, 1174]
- ad-ent-degree: M.B.B.S, M.Sc (ENT) UK: [1223, 943, 1440, 971]
- article-body-pakistan-worldcup: স্পোর্টস ডেস্ক ঃ চলতি টি-টোয়েন্টি বিশ্বকাপে ভারত ম্যাচ বর্জনের ঘোষণা দিয়েছিল পাকিস্তান। এই ইস্যুতে গত দুদিন ধরে বাংলাদেশ-ভারতের ক্রিকেটীয় সম্পর্ক নিয়ে চলছে নানা আলোচনা। এর মধ্যেই পাকিস্তানের সাবেক অধিনায়ক ও আইসিসির সাবেক প্রধান নির্বাহী বিতর্কিত মন্তব্য করলেন। তিনি জানান, পাকিস্তানকে ছাড়া টি-টোয়েন্টি বিশ্বকাপের আয়োজন সম্ভব হলেও ভারতকে ছাড়া বিশ্বকাপ আয়োজন করা সম্ভব নয়। তার এ মন্তব্য নিয়ে সামাজিক যোগাযোগ মাধ্যমে তীব্র সমালোচনার ঝড় উঠেছে। পাকিস্তানের সাবেক অধিনায়ক বলেন, আমাদের মেনে নিতে হবে যে আইসিসির সবচেয়ে বড় রাজস্ব আসে ভারতীয় বাজার থেকে। এটি একটি বাস্তবতা এবং এ নিয়ে কোনো সংশয় নেই। সবচেয়ে বেশি আয় করা বাজার ছাড়া কোনো টুর্নামেন্ট আয়োজন করা কঠিন। তিনি আরও বলেন, আমাদের খেলোয়াড়দের উচিত পারফরম্যান্স দিয়ে নিজেদের প্রমাণ করা। আইসিসির বোর্ড সভায় এ বিষয়ে চূড়ান্ত আলোচনা হবে। ভারতীয় ক্রিকেট বোর্ড এ বিষয়ে এখনও কোনো আনুষ্ঠানিক প্রতিক্রিয়া জানায়নি। তবে বোর্ড সূত্রে জানা গেছে, তারা এই বক্তব্যকে বিশেষ গুরুত্ব দিচ্ছে না। সাবেক ক্রিকেটাররা বলছেন, এ ধরনের মন্তব্য ক্রিকেটের জন্য ক্ষতিকর। খেলার মাঠেই সব প্রতিদ্বন্দ্বিতার নিষ্পত্তি হওয়া উচিত বলেই মত তাদের। পাকিস্তানের সাবেক এই তারকা আরও জানান, আইসিসি ইভেন্টে অংশগ্রহণের ক্ষেত্রে রাজনৈতিক বিষয়কে প্রাধান্য দেওয়া উচিত নয়। টি-টোয়েন্টি বিশ্বকাপে ভারত ম্যাচ বর্জনের ঘোষণা দিয়েছিল পাকিস্তান। শেষ পর্যন্ত আইসিসির চেয়ারম্যান ইমরান খাজা এবং বাংলাদেশ ক্রিকেট বোর্ড সভাপতি আমিনুল ইসলাম বুলবুলের সঙ্গে পাকিস্তান ক্রিকেট বোর্ডের আলোচনার পর সিদ্ধান্ত বদলায় তারা। বিশ্বকাপের ম্যাচ খেলতে মাঠে নামে পাকিস্তান। বিশ্লেষকরা মনে করছেন, এই ধরনের বিভাজনমূলক বক্তব্য আন্তর্জাতিক ক্রিকেটের ভাবমূর্তি নষ্ট করছে। তারা আইসিসিকে আরও কঠোর অবস্থান নেয়ার আহ্বান জানিয়েছেন। বাংলাদেশের ক্রিকেটপ্রেমীরাও এই বক্তব্যের তীব্র প্রতিবাদ জানিয়েছেন। তারা বলছেন, প্রতিটি দেশের ক্রিকেট বোর্ডেরই সমান মর্যাদা পাওয়া উচিত। আইসিসির উচিত সব সদস্য দেশের স্বার্থ সমানভাবে বিবেচনা করা। আইসিসি সব সময় বোঝাতে চায় যে তারা বাংলাদেশের পাশে আছে।: [18, 478, 263, 942]
- headline-srilanka-mp-killing-verdict: শ্রীলঙ্কায় গণ-অভ্যুত্থানের সময় সংসদ সদস্যকে পিটিয়ে হত্যার দায়ে ১১ জনের মৃত্যুদণ্ড: [1233, 52, 1430, 110]
- divider: [747, 141, 971, 144]
- masthead: [11, 10, 1449, 42]
- headline-bd-india-trump: বাংলাদেশ-ভারত ভালো সম্পর্ক দেখতে চায় ট্রাম্প প্রশাসন:: [521, 52, 723, 91]
- column-2: [269, 45, 504, 2225]
- article-body-kathalia-election-materials: কাঠালিয়া প্রতিনিধি ঃ ঝালকাঠির কাঠালিয়া উপজেলায় নির্বাচনী সরঞ্জাম বিতরণ করা হয়েছে। উপজেলা নির্বাচন কার্যালয় থেকে প্রিসাইডিং কর্মকর্তাদের মাঝে এসব সরঞ্জাম বিতরণ করা হয়। উপস্থিত ছিলেন উপজেলা নির্বাহী কর্মকর্তা ও নির্বাচন কর্মকর্তা। আইনশৃঙ্খলা রক্ষাকারী বাহিনীর সদস্যরাও উপস্থিত ছিলেন। নির্বাচন কর্মকর্তা জানান, উপজেলায় মোট ভোটকেন্দ্রের সংখ্যা ৬৩টি। সব কেন্দ্রেই সরঞ্জাম সময়মতো পৌঁছে দেওয়া হয়েছে।: [986, 532, 1207, 650]
- ad-protest-reference-2: আর-১৭: [1222, 1978, 1261, 1990]
- headline-pakistan-worldcup: পাকিস্তানকে ছাড়া বিশ্বকাপ হবে কিন্তু ভারতকে ছাড়া নয়: [18, 432, 262, 472]
- ad-gallstone-doctor-name: প্রফেসর ডাঃ ইসরাইল বিশ্বাস: [1223, 1627, 1440, 1655]
- column-3: [505, 45, 740, 2225]
- ad-ent-designation: বিভাগীয় প্রধান (এক্স): [1223, 972, 1440, 998]
- column-1: [11, 45, 269, 2519]
- article-body-polling-sabotage: নিজস্ব প্রতিবেদক ঃ ভোটকেন্দ্রে নাশকতার আশঙ্কা উড়িয়ে দিচ্ছে না আইনশৃঙ্খলা রক্ষাকারী বাহিনী। সম্ভাব্য ঝুঁকি মোকাবিলায় আগাম প্রস্তুতি নেওয়া হয়েছে। গোয়েন্দা তৎপরতা বাড়ানো হয়েছে বলে জানা গেছে। ঝুঁকিপূর্ণ কেন্দ্রগুলো চিহ্নিত করে বাড়তি নিরাপত্তা ব্যবস্থা নেওয়া হয়েছে। র‍্যাব, পুলিশ ও বিজিবির টহল জোরদার করা হয়েছে। ভোটের দিন সেনাবাহিনী মাঠে থাকবে বলেও জানানো হয়েছে। পুলিশের ঊর্ধ্বতন কর্মকর্তারা বলছেন, যেকোনো ধরনের নাশকতা কঠোর হাতে দমন করা হবে। জনগণের জানমালের নিরাপত্তা নিশ্চিত করাই আমাদের প্রধান দায়িত্ব। ভোটাররা যেন নির্ভয়ে ভোট দিতে পারেন সে পরিবেশ তৈরি করা হবে। ইতোমধ্যে সন্দেহভাজন কয়েকজনকে আটক করা হয়েছে। তাদের জিজ্ঞাসাবাদ করা হচ্ছে বলে সূত্র জানিয়েছে। নির্বাচন কমিশনও আইনশৃঙ্খলা পরিস্থিতি নিয়মিত পর্যবেক্ষণ করছে।: [746, 1308, 972, 1508]
- ad-ent-serial-phone[interactable]: সিরিয়ালের জন্য ঃ ০১৭১৫-২১২৩২৭: [1265, 1116, 1398, 1162]
- article-body-tala-teacher-attack: তালা প্রতিনিধি ঃ সাতক্ষীরার তালা উপজেলায় এক কলেজ শিক্ষক ও তার শিশুকন্যার ওপর হামলার ঘটনা ঘটেছে। এ ঘটনায় অভিযুক্ত একজনকে আটক করেছে পুলিশ। মঙ্গলবার রাতে উপজেলার একটি গ্রামে এ ঘটনা ঘটে। স্থানীয় সূত্রে জানা যায়, পূর্ব বিরোধের জের ধরে হামলার ঘটনাটি ঘটেছে। আহত শিক্ষককে উপজেলা স্বাস্থ্য কমপ্লেক্সে ভর্তি করা হয়েছে। তার শিশুকন্যাও আঘাত পেয়েছে বলে জানা গেছে। প্রত্যক্ষদর্শীরা জানান, সন্ধ্যার পর বাড়ি ফেরার পথে তাদের ওপর হামলা চালানো হয়। চিৎকার শুনে স্থানীয়রা এগিয়ে এলে হামলাকারীরা পালিয়ে যায়। পরে পুলিশ ঘটনাস্থলে গিয়ে একজনকে আটক করে। থানার ভারপ্রাপ্ত কর্মকর্তা জানান, ঘটনার তদন্ত চলছে। অভিযোগের ভিত্তিতে মামলা নেওয়া হয়েছে। জড়িত অন্যদেরও দ্রুত গ্রেপ্তার করা হবে বলে তিনি জানান। কলেজ কর্তৃপক্ষ এ ঘটনার তীব্র নিন্দা জানিয়েছে। শিক্ষকদের নিরাপত্তা নিশ্চিত করার দাবি জানিয়েছেন তারা। স্থানীয় জনপ্রতিনিধিরাও ঘটনার সুষ্ঠু তদন্ত দাবি করেছেন। এলাকায় এ ঘটনা নিয়ে উত্তেজনা বিরাজ করছে। পুলিশ পরিস্থিতি নিয়ন্ত্রণে রাখতে টহল জোরদার করেছে। শিক্ষক সমিতির পক্ষ থেকে মানববন্ধন কর্মসূচি ঘোষণা করা হয়েছে। তারা দ্রুত বিচার দাবি করে প্রশাসনের কাছে স্মারকলিপি দেবেন বলে জানিয়েছেন। হামলার শিকার শিক্ষক স্থানীয় একটি কলেজের প্রভাষক হিসেবে কর্মরত। দীর্ঘদিন ধরে তিনি ওই এলাকায় বসবাস করছেন। ঘটনার পর থেকে তার পরিবারের সদস্যরা আতঙ্কে রয়েছেন। উপজেলা নির্বাহী কর্মকর্তা ঘটনাস্থল পরিদর্শন করেছেন। তিনি আহতদের চিকিৎসার খোঁজখবর নেন। প্রশাসনের পক্ষ থেকে সব ধরনের সহযোগিতার আশ্বাস দেওয়া হয়েছে। এলাকাবাসী জানিয়েছেন, এর আগেও ওই এলাকায় ছোটখাটো বিরোধের ঘটনা ঘটেছে। তবে এবারের ঘটনাটি সবচেয়ে গুরুতর বলে তারা উল্লেখ করেন। শান্তি-শৃঙ্খলা বজায় রাখতে স্থানীয়ভাবে সালিশি বৈঠকের উদ্যোগ নেওয়া হয়েছিল। কিন্তু তা সফল হয়নি বলে জানা গেছে। পুলিশ বলছে, তদন্ত শেষে প্রকৃত ঘটনা উদঘাটন করা হবে। কোনো নিরপরাধ ব্যক্তি যাতে হয়রানির শিকার না হন সেদিকে খেয়াল রাখা হচ্ছে।: [277, 135, 498, 613]
- divider: [277, 127, 497, 128]
- headline-women-safety-election: নির্বাচনে নারীদের নিরাপদ,: [747, 1072, 971, 1095]
- ad-protest-title-1: প্রকাশিত সংবাদের প্রতিবাদ: [1261, 1215, 1403, 1262]
- headline-cctv-polling-centres: ফুটবলের সকল ভোট কেন্দ্র সিসি ক্যামেরার আওতায়: [747, 847, 971, 887]
- article-body-pakistan-beat-usa: স্পোর্টস ডেস্ক ঃ যুক্তরাষ্ট্রের বিপক্ষে বড় ব্যবধানে জয় তুলে নিয়ে পয়েন্ট টেবিলে ভারতকে টপকে গেছে পাকিস্তান। এই জয়ে গ্রুপের শীর্ষে উঠে এসেছে দলটি। টসে জিতে প্রথমে ব্যাট করার সিদ্ধান্ত নেয় পাকিস্তান। নির্ধারিত ২০ ওভারে তারা ৯ উইকেটে ১৯০ রান সংগ্রহ করে। সাহিবজাদা ফারহান ছিলেন ইনিংসের মূল কারিগর। তিনি ৪১ বলে ৭৩ রান করেন। বাবর আজম ও শাদাব খান শেষ দিকে দ্রুত রান তোলেন। যুক্তরাষ্ট্রের বোলারদের মধ্যে সবচেয়ে সফল ছিলেন তাদের প্রধান পেসার। তিনি ৪ ওভারে ৩২ রান দিয়ে ৩ উইকেট শিকার করেন। জবাবে ব্যাট করতে নেমে শুরুতেই হোঁচট খায় যুক্তরাষ্ট্র। পাওয়ার প্লেতে তারা ৩ উইকেট হারিয়ে মাত্র ৩১ রান তোলে। মাঝের ওভারগুলোতেও তারা রানের গতি বাড়াতে পারেনি। শেষ পর্যন্ত ১৮.৩ ওভারে ১২৭ রানে গুটিয়ে যায় তাদের ইনিংস। পাকিস্তানের স্পিনাররা মাঝের ওভারগুলোতে দারুণ বোলিং করেন। ম্যাচসেরা নির্বাচিত হন ৭৩ রান করা সাহিবজাদা ফারহান। এই জয়ে পাকিস্তানের পয়েন্ট দাঁড়াল ৬, নেট রানরেটেও তারা এগিয়ে। ভারতের পয়েন্টও ৬ হলেও রানরেটে পিছিয়ে থাকায় দ্বিতীয় স্থানে নেমে গেছে তারা। গ্রুপ থেকে শীর্ষ দুটি দল সেমিফাইনালে জায়গা করে নেবে। পাকিস্তান অধিনায়ক বলেন, দল হিসেবে আমরা দারুণ খেলেছি। ব্যাটিং ও বোলিং দুই বিভাগেই আমরা পরিকল্পনা অনুযায়ী এগিয়েছি। পরের ম্যাচগুলোতেও এই ধারাবাহিকতা ধরে রাখতে চাই আমরা।: [18, 1475, 263, 1767]
- article-body-54-years-failed-parties: নিজস্ব প্রতিবেদক ঃ গত ৫৪ বছরে যারা দেশ পরিচালনায় ব্যর্থ হয়েছে তাদের আর সুযোগ দেওয়া উচিত নয় বলে মন্তব্য করেছেন এক রাজনৈতিক নেতা। বুধবার এক আলোচনা সভায় তিনি এ কথা বলেন। তিনি বলেন, স্বাধীনতার পর থেকে যারা ক্ষমতায় এসেছে তারা জনগণের প্রত্যাশা পূরণ করতে পারেনি। দুর্নীতি, স্বজনপ্রীতি ও দলীয়করণের কারণে রাষ্ট্রীয় প্রতিষ্ঠানগুলো ভেঙে পড়েছে। এবার জনগণ নতুন নেতৃত্ব চায়। তরুণ প্রজন্ম পরিবর্তনের জন্য প্রস্তুত। তিনি আরও বলেন, আমরা একটি বৈষম্যহীন সমাজ গড়তে চাই। যেখানে সবাই সমান সুযোগ পাবে। শিক্ষা, স্বাস্থ্য ও কর্মসংস্থানে অগ্রাধিকার দেওয়া হবে। দুর্নীতির বিরুদ্ধে জিরো টলারেন্স নীতি গ্রহণ করা হবে। সভায় উপস্থিত অন্যান্য নেতারাও একই সুরে কথা বলেন। তারা বলেন, পুরনো রাজনৈতিক সংস্কৃতি থেকে বেরিয়ে আসতে হবে। জনগণের কাছে জবাবদিহিতা নিশ্চিত করতে হবে। নির্বাচনী ব্যবস্থার সংস্কার ছাড়া প্রকৃত গণতন্ত্র প্রতিষ্ঠা সম্ভব নয়। সভায় একটি রূপরেখাও উপস্থাপন করা হয়। সেখানে রাষ্ট্র সংস্কারের বিভিন্ন প্রস্তাব তুলে ধরা হয়েছে। সংবিধান সংশোধন, বিচার বিভাগের স্বাধীনতা ও প্রশাসনিক সংস্কারের কথা বলা হয়েছে। স্থানীয় সরকার ব্যবস্থা শক্তিশালী করার ওপরও জোর দেওয়া হয়েছে। বক্তারা বলেন, ক্ষমতার বিকেন্দ্রীকরণ ছাড়া উন্নয়ন টেকসই হবে না। গ্রামীণ অর্থনীতিকে অগ্রাধিকার দিতে হবে। কৃষি খাতে ভর্তুকি বাড়ানোর দাবিও জানানো হয়েছে। যুবসমাজের কর্মসংস্থান সৃষ্টিকে সর্বোচ্চ গুরুত্ব দেওয়ার কথা বলা হয়। সভায় বিভিন্ন শ্রেণি-পেশার মানুষ অংশগ্রহণ করেন। শিক্ষক, আইনজীবী, ব্যবসায়ী ও সাংস্কৃতিক কর্মীরা উপস্থিত ছিলেন। আলোচনা শেষে একটি যৌথ ঘোষণাপত্র পাঠ করা হয়।: [986, 1007, 1207, 1350]
- headline-polling-sabotage: ভোটকেন্দ্রে নাশকতার: [747, 1281, 971, 1304]
- article-body-dargahpur-burial: দরগাহপুর প্রতিনিধি ঃ সাংবাদিক মকুলের মামার দাফন সম্পন্ন হয়েছে। মঙ্গলবার বাদ আসর স্থানীয় ঈদগাহ ময়দানে জানাজা অনুষ্ঠিত হয়। জানাজায় বিপুল সংখ্যক মানুষ অংশগ্রহণ করেন। পরে পারিবারিক কবরস্থানে তাকে দাফন করা হয়। মরহুম দীর্ঘদিন ধরে এলাকায় সমাজসেবামূলক কাজে জড়িত ছিলেন। তার মৃত্যুতে এলাকায় শোকের ছায়া নেমে এসেছে। জানাজায় উপস্থিত ছিলেন স্থানীয় জনপ্রতিনিধি, শিক্ষক, সাংবাদিক ও গণ্যমান্য ব্যক্তিবর্গ। বিভিন্ন রাজনৈতিক ও সামাজিক সংগঠনের নেতৃবৃন্দ শোক প্রকাশ করেছেন। তারা মরহুমের বিদেহী আত্মার মাগফিরাত কামনা করেন। শোকসন্তপ্ত পরিবারের প্রতি গভীর সমবেদনা জানানো হয়। মরহুম স্ত্রী, দুই ছেলে ও এক মেয়েসহ অসংখ্য আত্মীয়-স্বজন রেখে গেছেন। তিনি স্থানীয় কেন্দ্রীয় জামে মসজিদের সাবেক সভাপতি ছিলেন। জানাজার নামাজে ইমামতি করেন স্থানীয় মসজিদের খতিব মাওলানা শেখ আব্দুল্লাহ। জানাজায় উপস্থিত ছিলেন বিশিষ্ট নৌকর্মকর্তা শেখ জগন্নাথ এবং অধ্যাপক ড. মোস্তাক আহমেদ ও নজরুল ইসলাম প্রমুখ। মরহুমকে পারিবারিক কবরস্থানে দাফন করা হয়।: [986, 703, 1207, 968]
- headline-tala-school-building: তালায় সৌরভ দিনার ৮৬৫ মাধ্যমিক বালিকা বিদ্যালয়ের নতুন ভবনের উদ্বোধন: [277, 622, 497, 687]
- article-body-internet-shutdown-banned: নিজস্ব প্রতিবেদক ঃ নির্বাচনের সময় ইন্টারনেট সেবা বন্ধ রাখা নিষিদ্ধ করে নির্দেশনা জারি করা হয়েছে। সংশ্লিষ্ট কর্তৃপক্ষ জানিয়েছে, কোনো অবস্থাতেই ইন্টারনেট সেবা বিঘ্নিত করা যাবে না। তথ্যপ্রবাহ অবাধ রাখার স্বার্থে এ সিদ্ধান্ত নেওয়া হয়েছে। মানবাধিকার সংগঠনগুলো এ উদ্যোগকে স্বাগত জানিয়েছে। তারা বলছে, ইন্টারনেট বন্ধ রাখা নাগরিক অধিকারের পরিপন্থী। অতীতে বিভিন্ন সময়ে ইন্টারনেট বন্ধ রাখায় ব্যাপক সমালোচনা হয়েছিল। ব্যবসা-বাণিজ্যেও এর নেতিবাচক প্রভাব পড়েছিল। ফ্রিল্যান্সাররা সবচেয়ে বেশি ক্ষতিগ্রস্ত হয়েছিলেন। এবার সেই পরিস্থিতি যাতে না হয় সেজন্যই আগাম নির্দেশনা দেওয়া হয়েছে। মোবাইল অপারেটর ও আইএসপিগুলোকে নির্দেশনা মানতে বলা হয়েছে।: [746, 1544, 972, 1715]
- headline-zayan-uae-club: আরব আমিরাতের ক্লাবে বাংলাদেশের জায়ান: [18, 2120, 262, 2160]
- headline-pakistan-respect-bd: পাকিস্তানের একমাত্র লক্ষ্য ছিল বাংলাদেশের জন্য সম্মান: [513, 587, 733, 627]
